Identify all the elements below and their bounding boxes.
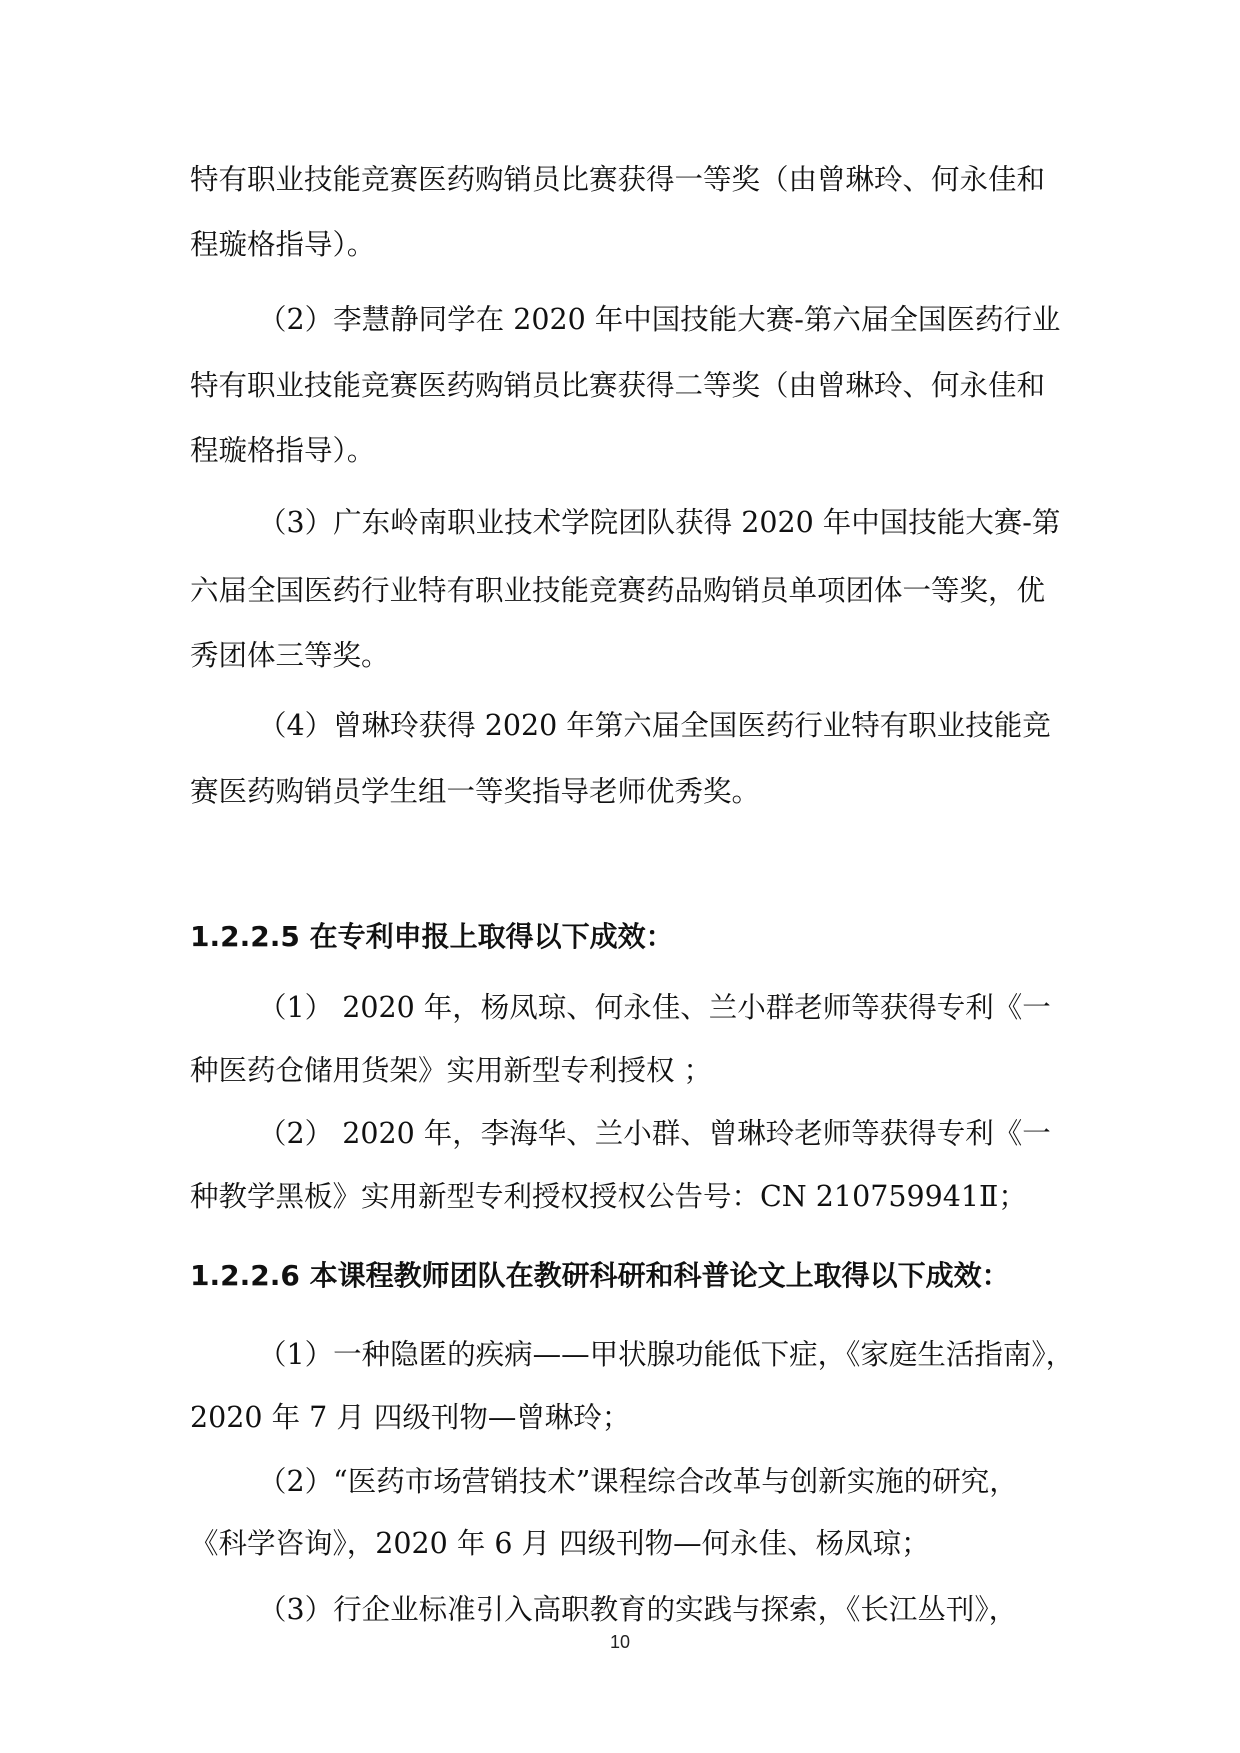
text-line: （1）一种隐匿的疾病——甲状腺功能低下症，《家庭生活指南》， [258, 1338, 1075, 1371]
text-line: （4）曾琳玲获得 2020 年第六届全国医药行业特有职业技能竞 [258, 709, 1051, 742]
text-line: 赛医药购销员学生组一等奖指导老师优秀奖。 [190, 775, 761, 808]
page-number: 10 [609, 1632, 631, 1652]
text-line: （2） 2020 年，李海华、兰小群、曾琳玲老师等获得专利《一 [258, 1117, 1051, 1150]
text-line: 种医药仓储用货架》实用新型专利授权 ； [190, 1054, 713, 1087]
text-line: （1） 2020 年，杨凤琼、何永佳、兰小群老师等获得专利《一 [258, 991, 1051, 1024]
text-line: （2）李慧静同学在 2020 年中国技能大赛-第六届全国医药行业 [258, 303, 1061, 336]
text-line: 六届全国医药行业特有职业技能竞赛药品购销员单项团体一等奖，优 [190, 574, 1046, 607]
text-line: 秀团体三等奖。 [190, 639, 390, 672]
text-line: 2020 年 7 月 四级刊物—曾琳玲； [190, 1401, 631, 1434]
text-line: （3）广东岭南职业技术学院团队获得 2020 年中国技能大赛-第 [258, 506, 1061, 539]
text-line: 程璇格指导）。 [190, 434, 376, 467]
text-line: 程璇格指导）。 [190, 228, 376, 261]
text-line: 《科学咨询》，2020 年 6 月 四级刊物—何永佳、杨凤琼； [190, 1527, 930, 1560]
section-heading: 1.2.2.6 本课程教师团队在教研科研和科普论文上取得以下成效： [190, 1259, 1010, 1292]
text-line: 种教学黑板》实用新型专利授权授权公告号：CN 210759941Ⅱ； [190, 1180, 1027, 1213]
text-line: 特有职业技能竞赛医药购销员比赛获得二等奖（由曾琳玲、何永佳和 [190, 369, 1046, 402]
text-line: （2）“医药市场营销技术”课程综合改革与创新实施的研究， [258, 1465, 1018, 1498]
text-line: （3）行企业标准引入高职教育的实践与探索，《长江丛刊》， [258, 1593, 1018, 1626]
section-heading: 1.2.2.5 在专利申报上取得以下成效： [190, 920, 674, 953]
text-line: 特有职业技能竞赛医药购销员比赛获得一等奖（由曾琳玲、何永佳和 [190, 163, 1046, 196]
